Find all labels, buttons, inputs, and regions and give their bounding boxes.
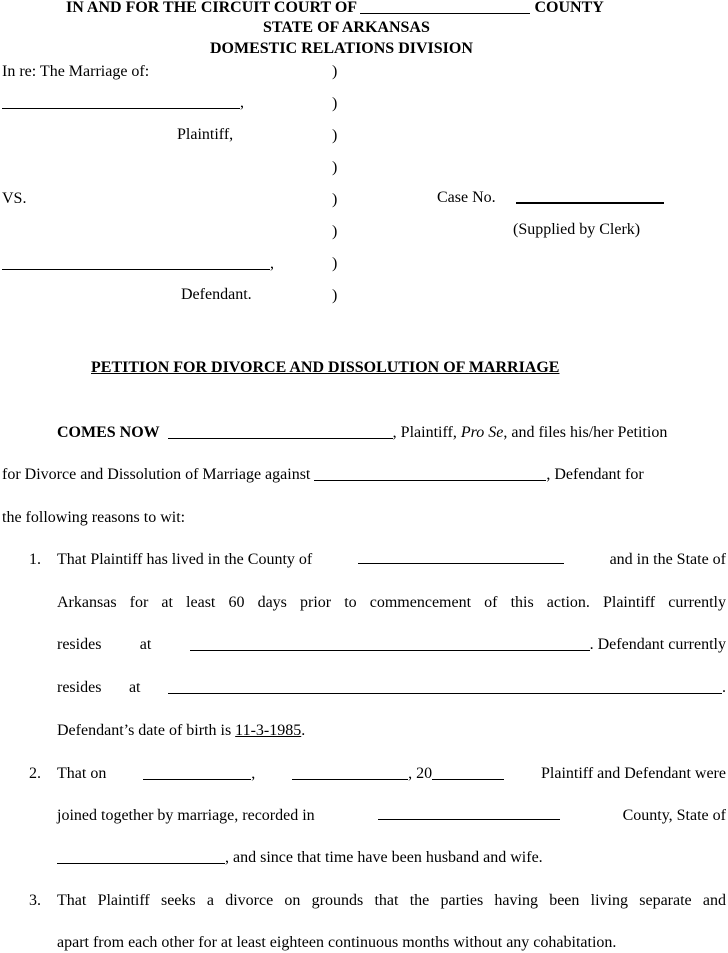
defendant-label: Defendant. bbox=[181, 286, 252, 303]
vs-label: VS. bbox=[2, 190, 27, 207]
defendant-dob: 11-3-1985 bbox=[235, 722, 302, 739]
marriage-day-blank[interactable] bbox=[292, 778, 408, 780]
marriage-county-blank[interactable] bbox=[378, 818, 560, 820]
marriage-state-blank[interactable] bbox=[57, 862, 225, 864]
caption-paren: ) bbox=[332, 127, 338, 144]
case-number-label: Case No. bbox=[437, 189, 496, 206]
defendant-name-line: , bbox=[2, 256, 274, 272]
county-blank[interactable] bbox=[360, 12, 530, 14]
plaintiff-name-line: , bbox=[2, 95, 244, 111]
item1-line3: resides at . Defendant currently bbox=[57, 636, 726, 653]
item2-line1: That on , , 20 Plaintiff and Defendant were bbox=[57, 765, 726, 782]
item1-line2: Arkansas for at least 60 days prior to commencement of this action. Plaintiff currently bbox=[57, 594, 726, 611]
item2-line3: , and since that time have been husband and wife. bbox=[57, 850, 543, 866]
item-number: 3. bbox=[29, 892, 41, 909]
defendant-name-blank[interactable] bbox=[2, 268, 270, 270]
court-header-suffix: COUNTY bbox=[534, 0, 604, 16]
pro-se: Pro Se bbox=[460, 424, 504, 441]
court-header-line1 bbox=[66, 0, 604, 16]
caption-paren: ) bbox=[332, 223, 338, 240]
county-residence-blank[interactable] bbox=[358, 562, 564, 564]
caption-paren: ) bbox=[332, 287, 338, 304]
case-number-line bbox=[437, 190, 664, 206]
marriage-year-blank[interactable] bbox=[432, 778, 504, 780]
item3-line1: That Plaintiff seeks a divorce on grounds that the parties having been living separate and bbox=[57, 892, 726, 909]
item1-line5: Defendant’s date of birth is 11-3-1985. bbox=[57, 722, 306, 739]
plaintiff-blank[interactable] bbox=[168, 437, 393, 439]
case-number-blank[interactable] bbox=[516, 201, 664, 204]
in-re-label: In re: The Marriage of: bbox=[2, 63, 150, 80]
intro-line3: the following reasons to wit: bbox=[2, 509, 186, 526]
caption-paren: ) bbox=[332, 63, 338, 80]
court-header-line2: STATE OF ARKANSAS bbox=[263, 19, 430, 36]
defendant-blank[interactable] bbox=[314, 479, 546, 481]
comes-now: COMES NOW bbox=[57, 424, 160, 441]
caption-paren: ) bbox=[332, 191, 338, 208]
plaintiff-label: Plaintiff, bbox=[177, 126, 234, 143]
caption-paren: ) bbox=[332, 255, 338, 272]
item-number: 1. bbox=[29, 551, 41, 568]
caption-paren: ) bbox=[332, 159, 338, 176]
item1-line4: resides at . bbox=[57, 679, 726, 696]
item2-line2: joined together by marriage, recorded in County, State of bbox=[57, 807, 726, 824]
court-header-prefix: IN AND FOR THE CIRCUIT COURT OF bbox=[66, 0, 357, 16]
plaintiff-name-blank[interactable] bbox=[2, 107, 240, 109]
intro-line2: for Divorce and Dissolution of Marriage against , Defendant for bbox=[2, 466, 644, 483]
court-header-line3: DOMESTIC RELATIONS DIVISION bbox=[210, 40, 473, 57]
intro-line1: COMES NOW , Plaintiff, Pro Se, and files his/her Petition bbox=[57, 424, 668, 441]
defendant-address-blank[interactable] bbox=[168, 692, 722, 694]
item3-line2: apart from each other for at least eighteen continuous months without any cohabitation. bbox=[57, 934, 617, 951]
supplied-by-clerk: (Supplied by Clerk) bbox=[513, 221, 641, 238]
item-number: 2. bbox=[29, 765, 41, 782]
caption-paren: ) bbox=[332, 95, 338, 112]
plaintiff-address-blank[interactable] bbox=[190, 649, 590, 651]
item1-line1: That Plaintiff has lived in the County of and in the State of bbox=[57, 551, 726, 568]
petition-title: PETITION FOR DIVORCE AND DISSOLUTION OF MARRIAGE bbox=[91, 359, 560, 376]
marriage-month-blank[interactable] bbox=[143, 778, 251, 780]
